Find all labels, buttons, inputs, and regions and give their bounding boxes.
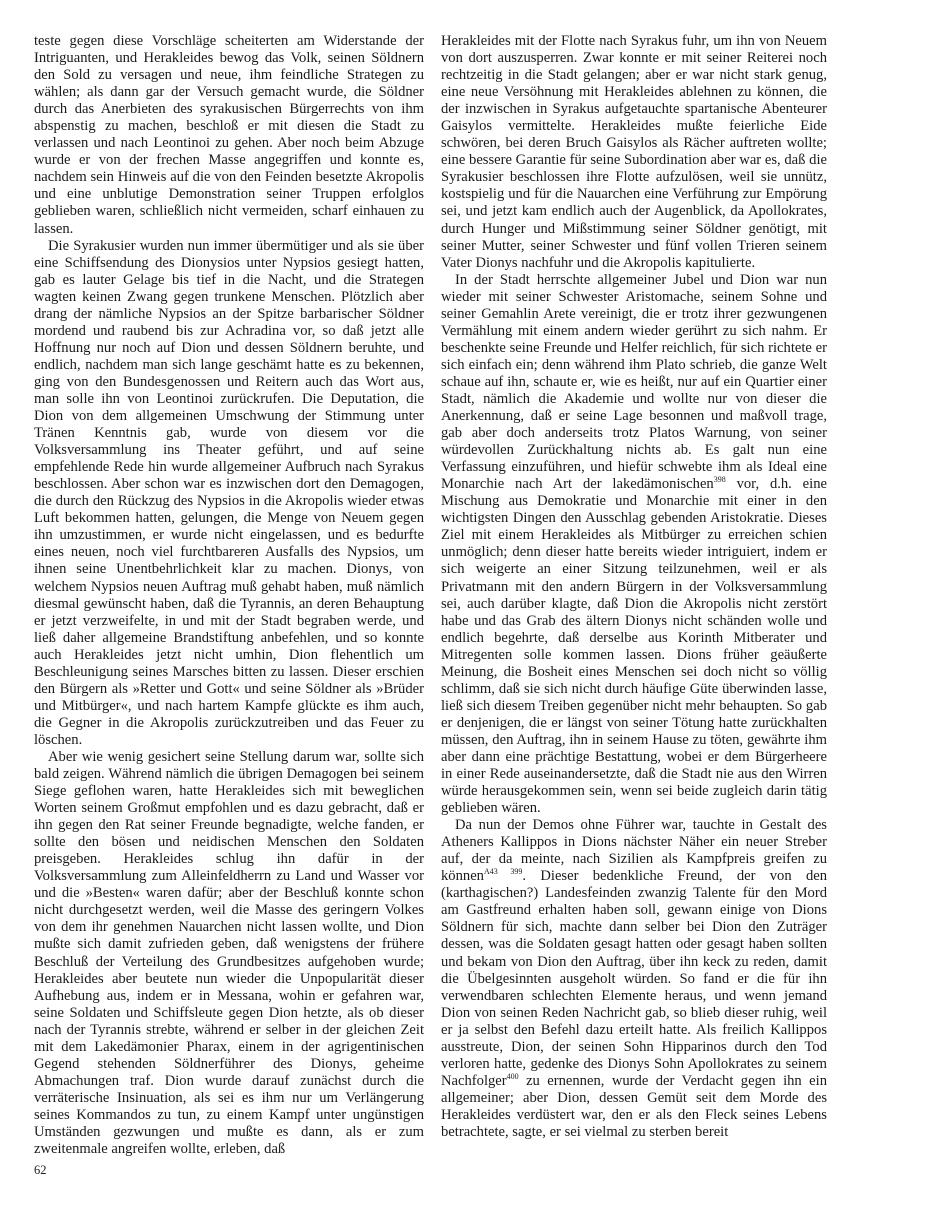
paragraph-text: . Dieser bedenkliche Freund, der von den (karthagischen?) Landesfeinden zwanzig Talente für den Mord am Gastfreund erhalten haben soll, gewann einige von Dions Söldnern für sich, machte dann selber bei Dion den Zuträger dessen, was die Soldaten gesagt hatten oder gesagt haben sollten und bekam von Dion den Auftrag, über ihn keck zu reden, damit die Übelgesinnten ausgeholt würden. So fand er die für ihn verwendbaren schlechten Elemente heraus, und wenn jemand Dion von seinen Reden Nachricht gab, so blieb dieser ruhig, weil er ja selbst den Befehl dazu erteilt hatte. Als freilich Kallippos ausstreute, Dion, der seinen Sohn Hipparinos durch den Tod verloren hatte, gedenke des Dionys Sohn Apollokrates zu seinem Nachfolger xyxy=(441,868,828,1089)
paragraph xyxy=(441,817,827,1141)
right-column xyxy=(441,33,827,1141)
footnote-marker: A43 399 xyxy=(483,867,523,877)
paragraph xyxy=(441,272,827,818)
paragraph-text: zu ernennen, wurde der Verdacht gegen ihn ein allgemeiner; aber Dion, dessen Gemüt seit dem Morde des Herakleides verdüstert war, den er als den Fleck seines Lebens betrachtete, sagte, er sei vielmal zu sterben bereit xyxy=(441,1072,827,1140)
footnote-marker: 400 xyxy=(506,1071,519,1081)
paragraph: Herakleides mit der Flotte nach Syrakus fuhr, um ihn von Neuem von dort auszusperren. Zwar konnte er mit seiner Reiterei noch rechtzeitig in die Stadt gelangen; aber er war nicht stark genug, eine neue Versöhnung mit Herakleides ablehnen zu können, die der inzwischen in Syrakus aufgetauchte spartanische Abenteurer Gaisylos vermittelte. Herakleides mußte feierliche Eide schwören, bei deren Bruch Gaisylos als Rächer auftreten wollte; eine bessere Garantie für seine Subordination aber war es, daß die Syrakusier beschlossen ihre Flotte aufzulösen, weil sie unnütz, kostspielig und für die Nauarchen eine Verführung zur Empörung sei, und jetzt kam endlich auch der Augenblick, da Apollokrates, durch Hunger und Mißstimmung seiner Söldner genötigt, mit seiner Mutter, seiner Schwester und fünf vollen Trieren seinem Vater Dionys nachfuhr und die Akropolis kapitulierte. xyxy=(441,33,827,271)
footnote-marker: 398 xyxy=(713,475,726,485)
paragraph-text: In der Stadt herrschte allgemeiner Jubel und Dion war nun wieder mit seiner Schwester Aristomache, seinem Sohne und seiner Gemahlin Arete vereinigt, die er trotz ihrer gezwungenen Vermählung mit einem andern wieder gerührt zu sich nahm. Er beschenkte seine Freunde und Helfer reichlich, für sich richtete er sich einfach ein; denn während ihm Plato schrieb, die ganze Welt schaue auf ihn, schaute er, wie es heißt, nur auf ein Quartier einer Stadt, nämlich die Akademie und wollte nur von dieser die Anerkennung, daß er seine Lage besonnen und maßvoll trage, gab aber doch anderseits trotz Platos Warnung, von seiner würdevollen Zurückhaltung nichts ab. Es galt nun eine Verfassung einzuführen, und hiefür schwebte ihm als Ideal eine Monarchie nach Art der lakedämonischen xyxy=(441,271,827,493)
paragraph: teste gegen diese Vorschläge scheiterten am Widerstande der Intriguanten, und Herakleides bewog das Volk, seinen Söldnern den Sold zu versagen und neue, ihm feindliche Strategen zu wählen; als dann gar der Versuch gemacht wurde, die Söldner durch das Anerbieten des syrakusischen Bürgerrechts von ihm abspenstig zu machen, beschloß er mit diesen die Stadt zu verlassen und nach Leontinoi zu gehen. Aber noch beim Abzuge wurde er von der frechen Masse angegriffen und konnte es, nachdem sein Hinweis auf die von den Feinden besetzte Akropolis und eine unblutige Demonstration seiner Truppen erfolglos geblieben waren, schließlich nicht vermeiden, scharf einhauen zu lassen. xyxy=(34,33,424,237)
paragraph: Aber wie wenig gesichert seine Stellung darum war, sollte sich bald zeigen. Während nämlich die übrigen Demagogen bei seinem Siege geflohen waren, hatte Herakleides sich mit beweglichen Worten seinem Großmut empfohlen und es dazu gebracht, daß er ihn gegen den Rat seiner Freunde begnadigte, welche fanden, er sollte den bösen und neidischen Menschen den Soldaten preisgeben. Herakleides schlug ihn dafür in der Volksversammlung zum Alleinfeldherrn zu Land und Wasser vor und die »Besten« waren dafür; aber der Beschluß konnte schon nicht durchgesetzt werden, weil die Masse des geringern Volkes von dem ihr genehmen Nauarchen nicht lassen wollte, und Dion mußte sich damit zufrieden geben, daß wenigstens der frühere Beschluß der Verteilung des Grundbesitzes aufgehoben wurde; Herakleides aber beutete nun wieder die Unpopularität dieser Aufhebung aus, indem er in Messana, wohin er gefahren war, seine Soldaten und Schiffsleute gegen Dion hetzte, als ob dieser nach der Tyrannis strebte, während er selber in der gleichen Zeit mit dem Lakedämonier Pharax, einem in der agrigentinischen Gegend stehenden Söldnerführer des Dionys, geheime Abmachungen traf. Dion wurde darauf zunächst durch die verräterische Insinuation, als sei es ihm nur um Verlängerung seines Kommandos zu tun, zu einem Kampf unter ungünstigen Umständen gezwungen und mußte es dann, als er zum zweitenmale angreifen wollte, erleben, daß xyxy=(34,748,424,1158)
paragraph-text: vor, d.h. eine Mischung aus Demokratie und Monarchie mit einer in den wichtigsten Dingen den Ausschlag gebenden Aristokratie. Dieses Ziel mit einem Herakleides als Mitbürger zu erreichen schien unmöglich; denn dieser hatte bereits wieder intriguiert, indem er sich weigerte an einer Sitzung teilzunehmen, weil er als Privatmann mit den andern Bürgern in der Volksversammlung sei, auch darüber klagte, daß Dion die Akropolis nicht zerstört habe und das Grab des ältern Dionys nicht schänden wolle und endlich begehrte, daß derselbe aus Korinth Mitberater und Mitregenten solle kommen lassen. Dions früher geäußerte Meinung, die Bosheit eines Menschen sei doch nicht so völlig schlimm, daß sie sich nicht durch häufige Güte überwinden lasse, ließ sich diesem Treiben gegenüber nicht mehr behaupten. So gab er denjenigen, die er längst von seiner Tötung hatte zurückhalten müssen, den Auftrag, ihn in seinem Hause zu töten, gewährte ihm aber dann eine prächtige Bestattung, wobei er dem Bürgerheere in einer Rede auseinandersetzte, daß die Stadt nie aus den Wirren würde herausgekommen sein, wenn sei beide zugleich darin tätig geblieben wären. xyxy=(441,476,827,817)
paragraph-text: Da nun der Demos ohne Führer war, tauchte in Gestalt des Atheners Kallippos in Dions nächster Näher ein neuer Streber auf, der da meinte, nach Sizilien als Kampfpreis greifen zu können xyxy=(441,817,827,885)
paragraph: Die Syrakusier wurden nun immer übermütiger und als sie über eine Schiffsendung des Dionysios unter Nypsios gesiegt hatten, gab es lauter Gelage bis tief in die Nacht, und die Strategen wagten keinen Zwang gegen trunkene Menschen. Plötzlich aber drang der nämliche Nypsios an der Spitze barbarischer Söldner mordend und raubend bis zur Achradina vor, so daß jetzt alle Hoffnung nur noch auf Dion und dessen Söldnern beruhte, und endlich, nachdem man sich lange geschämt hatte es zu bekennen, ging von den Bundesgenossen und Reitern auch das Wort aus, man solle ihn von Leontinoi zurückrufen. Die Deputation, die Dion von dem allgemeinen Umschwung der Stimmung unter Tränen Kenntnis gab, wurde von diesem vor die Volksversammlung ins Theater geführt, und auf seine empfehlende Rede hin wurde allgemeiner Aufbruch nach Syrakus beschlossen. Aber schon war es inzwischen dort den Demagogen, die durch den Rückzug des Nypsios in die Akropolis wieder etwas Luft bekommen hatten, gelungen, die Menge von Neuem gegen ihn umzustimmen, er wurde nicht eingelassen, und es bedurfte eines neuen, noch viel furchtbareren Ausfalls des Nypsios, um ihnen seine Unentbehrlichkeit klar zu machen. Dionys, von welchem Nypsios neuen Auftrag muß gehabt haben, muß nämlich diesmal gewünscht haben, daß die Tyrannis, an deren Behauptung er jetzt verzweifelte, in und mit der Stadt begraben werde, und ließ daher allgemeine Brandstiftung anbefehlen, und so konnte auch Herakleides jetzt nicht umhin, Dion flehentlich um Beschleunigung seines Marsches bitten zu lassen. Dieser erschien den Bürgern als »Retter und Gott« und seine Söldner als »Brüder und Mitbürger«, und nach hartem Kampfe glückte es ihm auch, die Gegner in die Akropolis zurückzutreiben und das Feuer zu löschen. xyxy=(34,237,424,748)
page-number: 62 xyxy=(34,1163,47,1177)
left-column xyxy=(34,33,424,1158)
